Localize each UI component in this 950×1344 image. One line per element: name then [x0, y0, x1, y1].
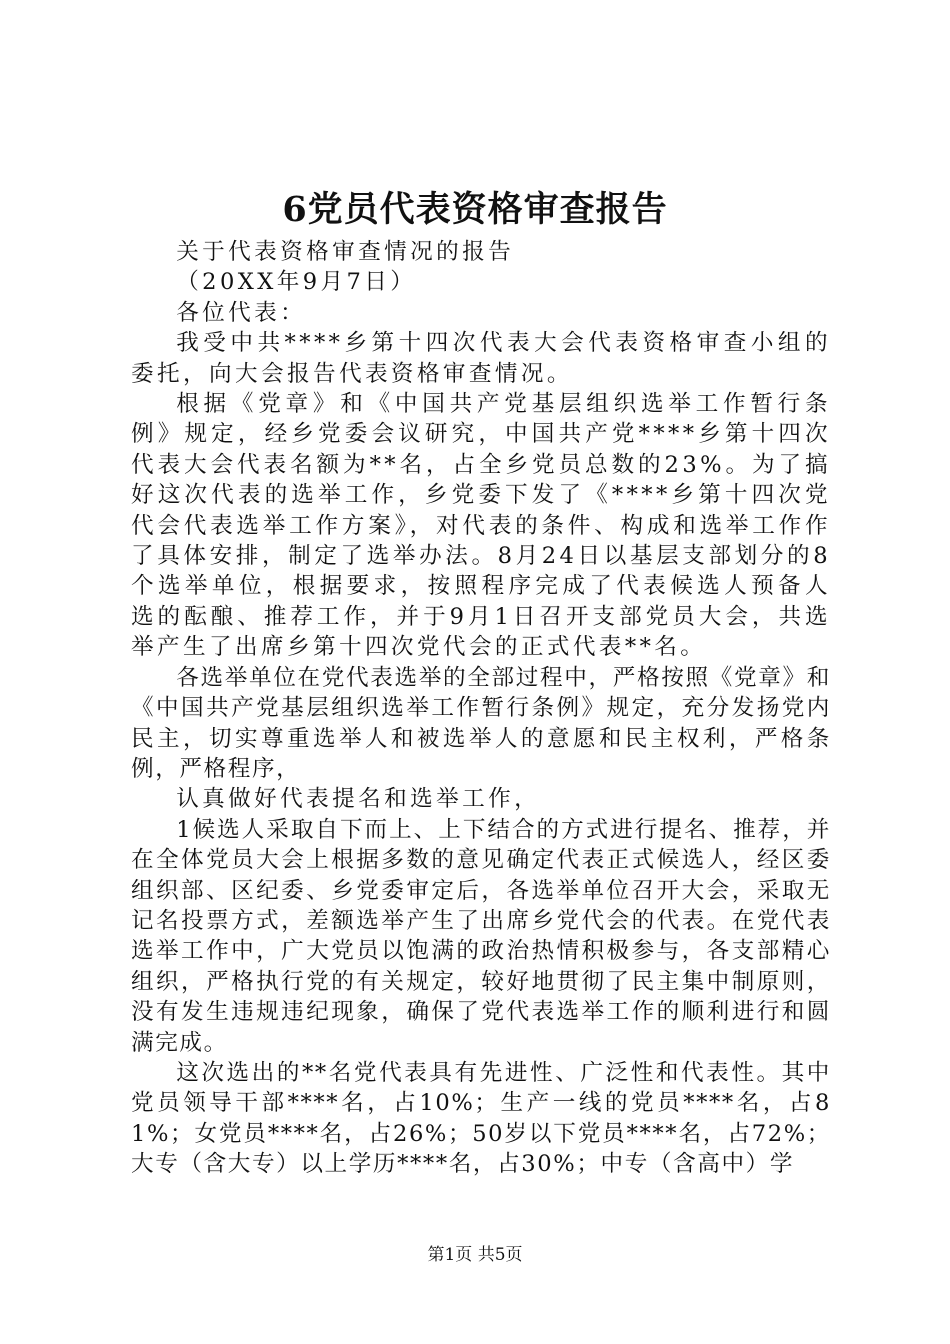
paragraph-process: 各选举单位在党代表选举的全部过程中，严格按照《党章》和《中国共产党基层组织选举工作暂行条例》规定，充分发扬党内民主，切实尊重选举人和被选举人的意愿和民主权利，严格条例，严格程序， — [131, 664, 831, 782]
page-footer: 第1页 共5页 — [427, 1245, 523, 1265]
document-body — [131, 237, 831, 1180]
paragraph-composition: 这次选出的**名党代表具有先进性、广泛性和代表性。其中党员领导干部****名，占10%；生产一线的党员****名，占81%；女党员****名，占26%；50岁以下党员****名，占72%；大专（含大专）以上学历****名，占30%；中专（含高中）学 — [131, 1059, 831, 1178]
paragraph-quota: 根据《党章》和《中国共产党基层组织选举工作暂行条例》规定，经乡党委会议研究，中国共产党****乡第十四次代表大会代表名额为**名，占全乡党员总数的23%。为了搞好这次代表的选举工作，乡党委下发了《****乡第十四次党代会代表选举工作方案》，对代表的条件、构成和选举工作作了具体安排，制定了选举办法。8月24日以基层支部划分的8个选举单位，根据要求，按照程序完成了代表候选人预备人选的酝酿、推荐工作，并于9月1日召开支部党员大会，共选举产生了出席乡第十四次党代会的正式代表**名。 — [131, 391, 831, 661]
paragraph-election: 1候选人采取自下而上、上下结合的方式进行提名、推荐，并在全体党员大会上根据多数的意见确定代表正式候选人，经区委组织部、区纪委、乡党委审定后，各选举单位召开大会，采取无记名投票方式，差额选举产生了出席乡党代会的代表。在党代表选举工作中，广大党员以饱满的政治热情积极参与，各支部精心组织，严格执行党的有关规定，较好地贯彻了民主集中制原则，没有发生违规违纪现象，确保了党代表选举工作的顺利进行和圆满完成。 — [131, 816, 831, 1056]
salutation: 各位代表： — [176, 299, 307, 326]
report-date: （20XX年9月7日） — [176, 269, 417, 296]
paragraph-intro: 我受中共****乡第十四次代表大会代表资格审查小组的委托，向大会报告代表资格审查情况。 — [131, 330, 831, 387]
document-title: 6党员代表资格审查报告 — [282, 189, 668, 230]
paragraph-nomination: 认真做好代表提名和选举工作， — [176, 786, 541, 813]
report-heading: 关于代表资格审查情况的报告 — [176, 239, 515, 265]
